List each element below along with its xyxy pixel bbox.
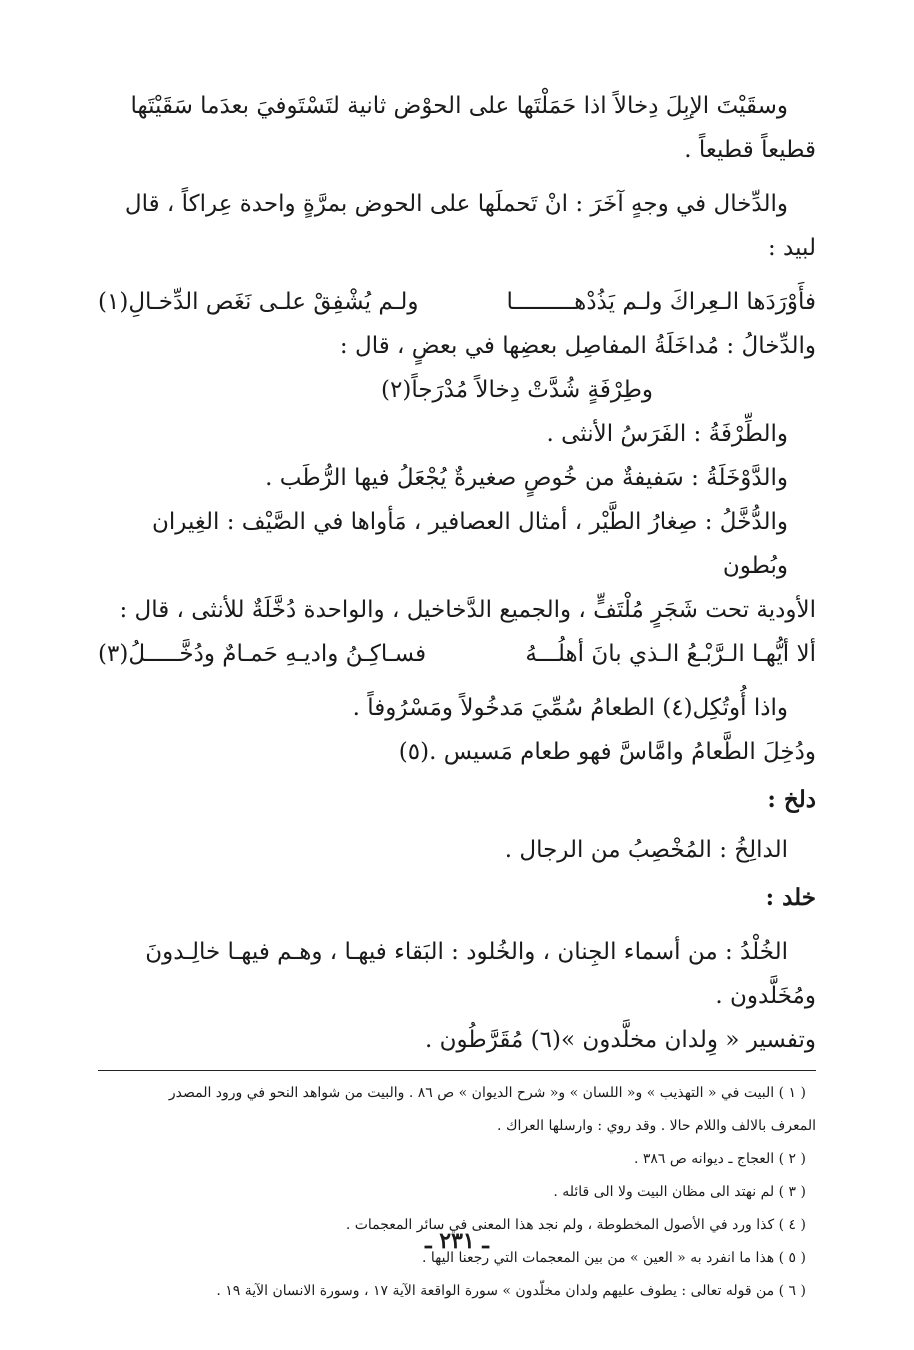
text-line: وسقَيْتَ الإبِلَ دِخالاً اذا حَمَلْتَها على الحوْض ثانية لتَسْتَوفيَ بعدَما سَقَيْتَها bbox=[130, 93, 788, 119]
verse-line bbox=[98, 280, 816, 324]
footnote-divider bbox=[98, 1070, 816, 1071]
text-line: قطيعاً قطيعاً . bbox=[684, 137, 816, 163]
text-line: وتفسير « وِلدان مخلَّدون »(٦) مُقَرَّطُون . bbox=[425, 1027, 816, 1053]
text-line: ودُخِلَ الطَّعامُ وامَّاسَّ فهو طعام مَسيس .(٥) bbox=[398, 739, 816, 765]
footnotes bbox=[98, 1077, 816, 1308]
text-line: والدِّخال في وجهٍ آخَرَ : انْ تَحملَها على الحوض بمرَّةٍ واحدة عِراكاً ، قال bbox=[124, 191, 788, 217]
verse-second-hemistich: ولـم يُشْفِقْ علـى نَغَص الدِّخـالِ(١) bbox=[98, 289, 419, 315]
text-line: ومُخَلَّدون . bbox=[715, 983, 816, 1009]
text-line: والطِّرْفَةُ : الفَرَسُ الأنثى . bbox=[546, 421, 788, 447]
text-line: والدُّخَّلُ : صِغارُ الطَّيْر ، أمثال العصافير ، مَأواها في الصَّيْف : الغِيران وبُطون bbox=[152, 509, 788, 579]
verse-first-hemistich: ألا أيُّهـا الـرَّبْـعُ الـذي بانَ أهلُـــهُ bbox=[525, 641, 816, 667]
footnote: ( ٦ ) من قوله تعالى : يطوف عليهم ولدان مخلّدون » سورة الواقعة الآية ١٧ ، وسورة الانسان الآية ١٩ . bbox=[216, 1283, 806, 1299]
text-line: الأودية تحت شَجَرٍ مُلْتَفٍّ ، والجميع الدَّخاخيل ، والواحدة دُخَّلَةٌ للأنثى ، قال : bbox=[119, 597, 816, 623]
quoted-verse: وطِرْفَةٍ شُدَّتْ دِخالاً مُدْرَجاً(٢) bbox=[381, 377, 653, 403]
footnote: ( ٢ ) العجاج ـ ديوانه ص ٣٨٦ . bbox=[633, 1151, 806, 1167]
footnote-continuation: المعرف بالالف واللام حالا . وقد روي : وارسلها العراك . bbox=[497, 1118, 816, 1134]
entry-heading: دلخ : bbox=[767, 786, 816, 813]
entry-heading: خلد : bbox=[765, 884, 816, 911]
text-line: والدَّوْخَلَةُ : سَفيفةٌ من خُوصٍ صغيرةٌ يُجْعَلُ فيها الرُّطَب . bbox=[265, 465, 788, 491]
text-line: الدالِخُ : المُخْصِبُ من الرجال . bbox=[504, 837, 788, 863]
main-text bbox=[98, 84, 816, 1062]
text-line: واذا أُوتُكِل(٤) الطعامُ سُمِّيَ مَدخُولاً ومَسْرُوفاً . bbox=[352, 695, 788, 721]
footnote: ( ٣ ) لم نهتد الى مظان البيت ولا الى قائله . bbox=[553, 1184, 806, 1200]
verse-second-hemistich: فسـاكِـنُ واديـهِ حَمـامٌ ودُخَّـــــلُ(٣) bbox=[98, 641, 427, 667]
text-line: لبيد : bbox=[767, 235, 816, 261]
verse-line bbox=[98, 632, 816, 676]
text-line: الخُلْدُ : من أسماء الجِنان ، والخُلود : البَقاء فيهـا ، وهـم فيهـا خالِـدونَ bbox=[145, 939, 788, 965]
page-number: ـ ٢٣١ ـ bbox=[425, 1228, 489, 1254]
text-line: والدِّخالُ : مُداخَلَةُ المفاصِل بعضِها في بعضٍ ، قال : bbox=[339, 333, 816, 359]
footnote: ( ٥ ) هذا ما انفرد به « العين » من بين المعجمات التي رجعنا اليها . bbox=[422, 1250, 806, 1266]
footnote: ( ١ ) البيت في « التهذيب » و« اللسان » و« شرح الديوان » ص ٨٦ . والبيت من شواهد النحو في ورود المصدر bbox=[168, 1085, 806, 1101]
verse-first-hemistich: فأَوْرَدَها الـعِراكَ ولـم يَذُدْهـــــــــا bbox=[506, 289, 816, 315]
footnote: ( ٤ ) كذا ورد في الأصول المخطوطة ، ولم نجد هذا المعنى في سائر المعجمات . bbox=[345, 1217, 806, 1233]
